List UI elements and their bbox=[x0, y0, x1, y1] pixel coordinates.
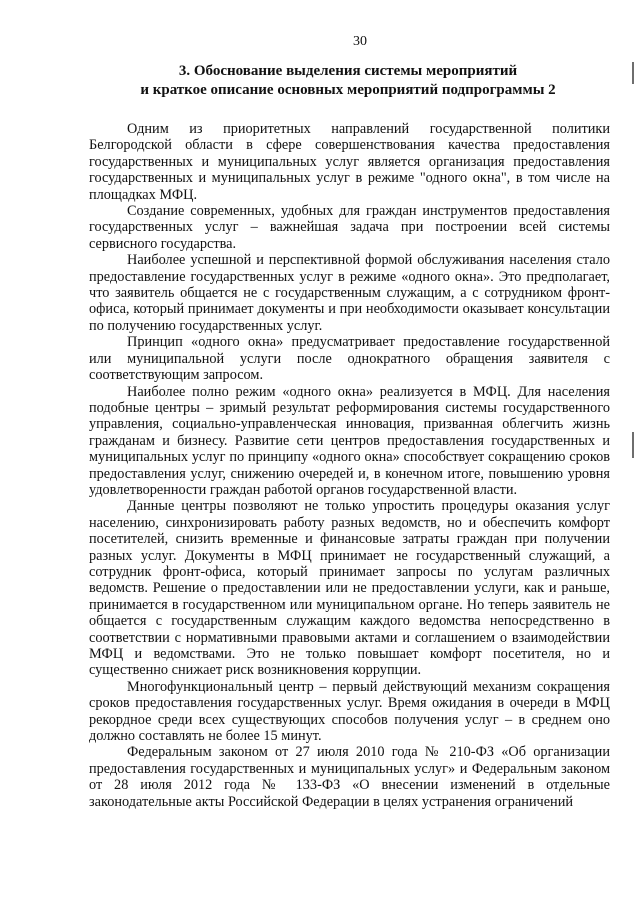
paragraph: Многофункциональный центр – первый действующий механизм сокращения сроков предоставления государственных услуг. Время ожидания в очереди в МФЦ рекордное среди всех существующих способов получения услуг – в среднем оно должно составлять не более 15 минут. bbox=[89, 678, 610, 745]
paragraph: Наиболее успешной и перспективной формой обслуживания населения стало предоставление государственных услуг в режиме «одного окна». Это предполагает, что заявитель общается не с государственным служащим, а с сотрудником фронт-офиса, который принимает документы и при необходимости оказывает консультации по получению государственных услуг. bbox=[89, 252, 610, 334]
document-body bbox=[89, 121, 610, 810]
paragraph: Принцип «одного окна» предусматривает предоставление государственной или муниципальной услуги после однократного обращения заявителя с соответствующим запросом. bbox=[89, 334, 610, 384]
paragraph: Наиболее полно режим «одного окна» реализуется в МФЦ. Для населения подобные центры – зримый результат реформирования системы государственного управления, социально-управленческая инновация, призванная облегчить жизнь гражданам и бизнесу. Развитие сети центров предоставления государственных и муниципальных услуг по принципу «одного окна» способствует сокращению сроков предоставления услуг, снижению очередей и, в конечном итоге, повышению уровня удовлетворенности граждан работой органов государственной власти. bbox=[89, 383, 610, 498]
paragraph: Создание современных, удобных для граждан инструментов предоставления государственных услуг – важнейшая задача при построении всей системы сервисного государства. bbox=[89, 203, 610, 252]
page-number: 30 bbox=[353, 34, 367, 49]
section-heading bbox=[88, 62, 608, 100]
scan-edge-mark bbox=[632, 62, 634, 84]
scan-edge-mark bbox=[632, 432, 634, 458]
section-heading-line-1: 3. Обоснование выделения системы мероприятий bbox=[178, 63, 518, 79]
paragraph: Данные центры позволяют не только упростить процедуры оказания услуг населению, синхронизировать работу разных ведомств, но и обеспечить комфорт посетителей, снизить временные и финансовые затраты граждан при получении разных услуг. Документы в МФЦ принимает не государственный служащий, а сотрудник фронт-офиса, который принимает запросы по услугам различных ведомств. Решение о предоставлении или не предоставлении услуги, как и раньше, принимается в государственном или муниципальном органе. Но теперь заявитель не общается с государственным служащим каждого ведомства непосредственно в соответствии с нормативными правовыми актами и соглашением о взаимодействии МФЦ и ведомствами. Это не только повышает комфорт посетителя, но и существенно снижает риск возникновения коррупции. bbox=[89, 498, 610, 679]
section-heading-line-2: и краткое описание основных мероприятий подпрограммы 2 bbox=[140, 82, 556, 98]
paragraph: Федеральным законом от 27 июля 2010 года № 210-ФЗ «Об организации предоставления государственных и муниципальных услуг» и Федеральным законом от 28 июля 2012 года № 133-ФЗ «О внесении изменений в отдельные законодательные акты Российской Федерации в целях устранения ограничений bbox=[89, 744, 610, 810]
paragraph: Одним из приоритетных направлений государственной политики Белгородской области в сфере совершенствования качества предоставления государственных и муниципальных услуг является организация предоставления государственных и муниципальных услуг в режиме "одного окна", в том числе на площадках МФЦ. bbox=[89, 121, 610, 203]
